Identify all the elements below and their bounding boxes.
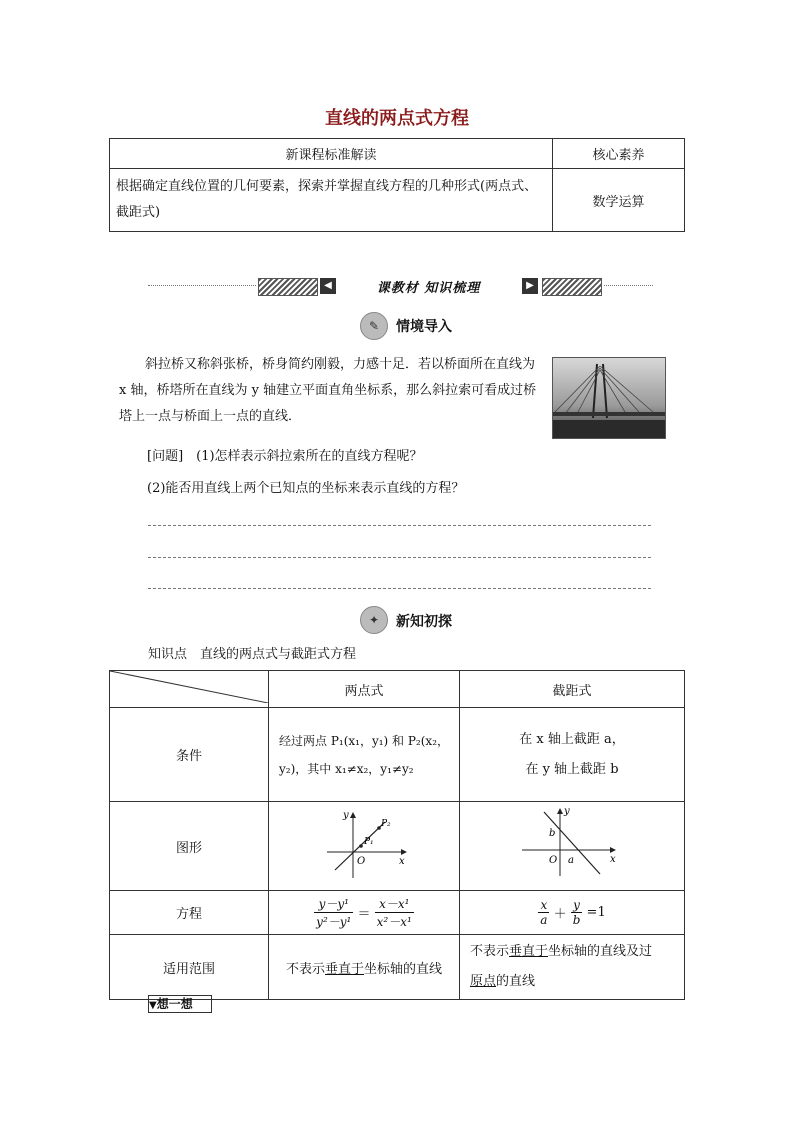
bridge-image <box>553 358 665 438</box>
two-point-scope <box>269 935 460 1000</box>
left-arrow-icon: ◀ <box>320 278 336 294</box>
two-point-graph-cell <box>269 802 460 891</box>
two-point-scope-underlined: 垂直于 <box>324 961 364 977</box>
question-1: [问题] (1)怎样表示斜拉索所在的直线方程呢？ <box>147 449 423 464</box>
section-heading-new: 新知初探 <box>396 614 452 630</box>
standards-table <box>109 138 685 232</box>
section-heading-intro: 情境导入 <box>396 319 452 335</box>
intercept-graph <box>460 802 684 886</box>
intercept-scope-underlined-1: 垂直于 <box>509 944 549 959</box>
answer-line-2 <box>148 557 651 558</box>
standards-header-2: 核心素养 <box>553 139 685 169</box>
standards-content-1: 根据确定直线位置的几何要素，探索并掌握直线方程的几种形式(两点式、截距式) <box>110 169 553 232</box>
graph-x-label: x <box>399 856 405 867</box>
standards-header-1: 新课程标准解读 <box>110 139 553 169</box>
intercept-condition <box>460 708 685 802</box>
two-point-condition: 经过两点 P₁(x₁，y₁) 和 P₂(x₂，y₂)，其中 x₁≠x₂，y₁≠y₂ <box>269 708 460 802</box>
intercept-scope-pre: 不表示 <box>470 944 510 959</box>
standards-content-2: 数学运算 <box>553 169 685 232</box>
intercept-eq-y-den: b <box>572 913 581 927</box>
graph2-y-label: y <box>564 806 570 817</box>
row-label-graph: 图形 <box>110 802 269 891</box>
row-label-condition: 条件 <box>110 708 269 802</box>
header-two-point: 两点式 <box>269 671 460 708</box>
intercept-condition-line-1: 在 x 轴上截距 a， <box>519 731 625 747</box>
graph-y-label: y <box>343 810 349 821</box>
two-point-eq-rhs <box>375 895 414 930</box>
row-label-scope: 适用范围 <box>110 935 269 1000</box>
intercept-eq-y-num: y <box>571 898 583 913</box>
answer-line-3 <box>148 588 651 589</box>
graph-p2-label: P₂ <box>381 819 391 829</box>
diagonal-header-cell <box>110 671 269 708</box>
two-point-scope-pre: 不表示 <box>285 961 325 977</box>
two-point-equation: $\frac{\text{y－y¹}}{\text{y²－y¹}}$ ＝ $\frac{\text{x－x¹}}{\text{x²－x¹}}$ <box>269 891 460 935</box>
intercept-equation: $\frac{x}{a}$ ＋ $\frac{y}{b}$ =1 <box>460 891 685 935</box>
section-banner <box>148 275 653 297</box>
pen-icon: ✎ <box>360 312 388 340</box>
two-point-eq-lhs-den: y²－y¹ <box>316 915 352 929</box>
banner-text: 课教材 知识梳理 <box>376 281 481 296</box>
right-arrow-icon: ▶ <box>522 278 538 294</box>
think-icon: ▼ <box>149 1000 157 1011</box>
graph2-origin-label: O <box>549 855 558 866</box>
banner-hatch-left <box>258 278 318 296</box>
think-label: 想一想 <box>156 997 193 1011</box>
header-intercept: 截距式 <box>460 671 685 708</box>
bridge-photo <box>552 357 666 439</box>
forms-table <box>109 670 685 1000</box>
two-point-graph <box>269 802 459 886</box>
two-point-eq-lhs <box>314 895 353 930</box>
intercept-graph-cell <box>460 802 685 891</box>
graph2-x-label: x <box>610 854 616 865</box>
graph-origin-label: O <box>357 856 366 867</box>
intercept-scope <box>460 935 685 1000</box>
intercept-eq-rhs: =1 <box>586 905 606 920</box>
graph-p1-label: P₁ <box>364 837 374 847</box>
row-label-equation: 方程 <box>110 891 269 935</box>
two-point-eq-rhs-num: x－x¹ <box>375 895 414 913</box>
two-point-scope-post: 坐标轴的直线 <box>364 961 443 977</box>
two-point-eq-lhs-num: y－y¹ <box>314 895 353 913</box>
two-point-eq-rhs-den: x²－x¹ <box>376 915 412 929</box>
intro-paragraph: 斜拉桥又称斜张桥，桥身简约刚毅，力感十足．若以桥面所在直线为 x 轴，桥塔所在直线为 y 轴建立平面直角坐标系，那么斜拉索可看成过桥塔上一点与桥面上一点的直线． <box>119 357 537 424</box>
intercept-eq-y <box>571 898 583 927</box>
page-title: 直线的两点式方程 <box>325 108 469 129</box>
graph2-a-label: a <box>568 855 574 866</box>
explore-icon: ✦ <box>360 606 388 634</box>
intercept-scope-post: 的直线 <box>496 974 536 989</box>
question-2: (2)能否用直线上两个已知点的坐标来表示直线的方程？ <box>147 481 465 496</box>
answer-line-1 <box>148 525 651 526</box>
intercept-eq-x <box>538 898 549 927</box>
intercept-scope-mid: 坐标轴的直线及过 <box>548 944 653 959</box>
graph2-b-label: b <box>549 828 556 839</box>
banner-hatch-right <box>542 278 602 296</box>
intercept-condition-line-2: 在 y 轴上截距 b <box>525 761 619 777</box>
intercept-scope-underlined-2: 原点 <box>470 974 497 989</box>
knowledge-point: 知识点 直线的两点式与截距式方程 <box>148 647 357 662</box>
intercept-eq-x-num: x <box>538 898 549 913</box>
think-box <box>148 995 212 1013</box>
intercept-eq-x-den: a <box>540 913 548 927</box>
